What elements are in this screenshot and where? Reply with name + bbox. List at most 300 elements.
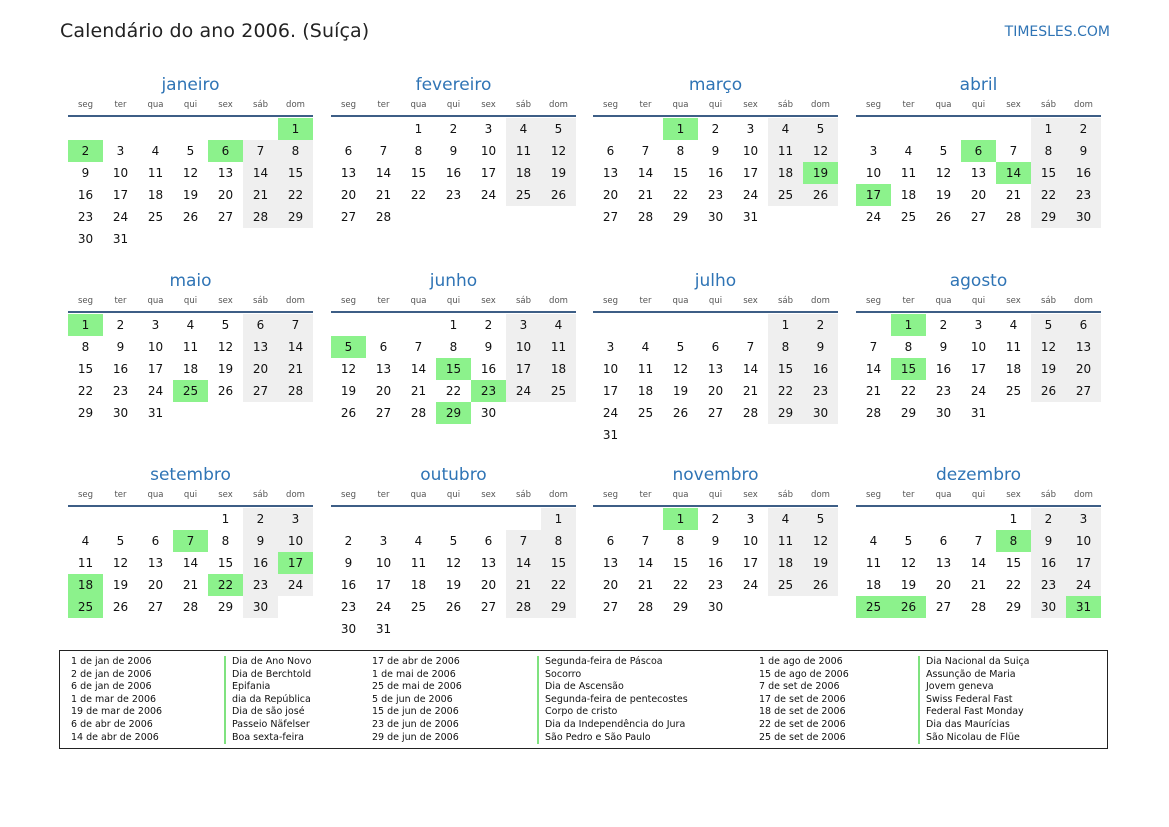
holiday-day-cell: 29 [436, 402, 471, 424]
weekday-header [68, 295, 313, 308]
day-cell: 6 [151, 534, 160, 548]
legend-date: 15 de jun de 2006 [372, 706, 459, 718]
day-cell: 13 [480, 556, 497, 570]
day-cell: 23 [112, 384, 129, 398]
day-grid [68, 314, 313, 424]
legend-date: 22 de set de 2006 [759, 718, 846, 730]
weekday-label: sáb [777, 296, 794, 306]
day-cell: 17 [112, 188, 129, 202]
holiday-day-cell: 17 [856, 184, 891, 206]
legend-date-column [372, 656, 462, 744]
weekday-label: qui [708, 100, 723, 110]
day-cell: 11 [410, 556, 427, 570]
day-cell: 30 [77, 232, 94, 246]
day-cell: 17 [480, 166, 497, 180]
day-cell: 8 [676, 144, 685, 158]
day-cell: 5 [449, 534, 458, 548]
day-cell: 28 [637, 210, 654, 224]
month-name: abril [959, 75, 998, 95]
day-cell: 10 [1066, 530, 1101, 552]
day-cell: 28 [243, 206, 278, 228]
weekday-label: dom [1074, 490, 1093, 500]
legend-holiday-name: São Nicolau de Flüe [918, 732, 1030, 745]
day-cell: 23 [77, 210, 94, 224]
empty-cell [733, 314, 768, 336]
empty-cell [68, 118, 103, 140]
holiday-day-cell: 8 [996, 530, 1031, 552]
day-cell: 15 [278, 162, 313, 184]
weekday-label: ter [377, 490, 390, 500]
day-cell: 11 [1005, 340, 1022, 354]
day-cell: 12 [900, 556, 917, 570]
empty-cell [628, 118, 663, 140]
header-divider [593, 311, 838, 313]
weekday-label: sáb [515, 100, 532, 110]
day-cell: 28 [742, 406, 759, 420]
day-cell: 16 [803, 358, 838, 380]
legend-date: 1 de jan de 2006 [71, 656, 152, 667]
day-cell: 12 [217, 340, 234, 354]
legend-date: 5 de jun de 2006 [372, 693, 453, 705]
day-cell: 21 [637, 578, 654, 592]
weekday-label: qua [935, 490, 952, 500]
day-cell: 27 [480, 600, 497, 614]
legend-holiday-name: Segunda-feira de pentecostes [537, 694, 688, 707]
day-cell: 22 [77, 384, 94, 398]
day-cell: 12 [340, 362, 357, 376]
weekday-header [856, 99, 1101, 112]
weekday-label: seg [602, 100, 619, 110]
day-cell: 1 [221, 512, 230, 526]
day-cell: 6 [606, 534, 615, 548]
day-cell: 2 [1066, 118, 1101, 140]
weekday-label: sáb [1040, 100, 1057, 110]
legend-date: 6 de jan de 2006 [71, 681, 152, 693]
day-cell: 21 [243, 184, 278, 206]
day-cell: 20 [1066, 358, 1101, 380]
weekday-label: seg [865, 296, 882, 306]
month-name: outubro [420, 465, 487, 485]
month-name: fevereiro [415, 75, 492, 95]
day-cell: 18 [768, 162, 803, 184]
holiday-day-cell: 6 [208, 140, 243, 162]
day-cell: 16 [935, 362, 952, 376]
day-cell: 20 [217, 188, 234, 202]
weekday-label: qua [410, 296, 427, 306]
day-cell: 11 [147, 166, 164, 180]
day-cell: 18 [768, 552, 803, 574]
weekday-label: sex [218, 100, 233, 110]
day-cell: 1 [541, 508, 576, 530]
page-title: Calendário do ano 2006. (Suíça) [60, 20, 370, 42]
empty-cell [173, 118, 208, 140]
day-cell: 11 [768, 140, 803, 162]
header-divider [593, 505, 838, 507]
legend-name-column [918, 656, 1030, 744]
weekday-label: dom [1074, 296, 1093, 306]
day-cell: 3 [484, 122, 493, 136]
month-setembro [68, 464, 313, 618]
weekday-header [68, 489, 313, 502]
day-cell: 15 [1031, 162, 1066, 184]
day-cell: 12 [935, 166, 952, 180]
weekday-label: qui [183, 296, 198, 306]
weekday-label: seg [340, 296, 357, 306]
day-cell: 14 [375, 166, 392, 180]
day-cell: 10 [147, 340, 164, 354]
weekday-label: dom [286, 490, 305, 500]
day-cell: 15 [768, 358, 803, 380]
month-março [593, 74, 838, 228]
header-divider [856, 311, 1101, 313]
weekday-label: qui [446, 296, 461, 306]
weekday-label: qui [971, 296, 986, 306]
day-cell: 30 [1031, 596, 1066, 618]
month-name: junho [429, 271, 478, 291]
legend-date-column [759, 656, 849, 744]
day-cell: 31 [742, 210, 759, 224]
day-cell: 22 [672, 578, 689, 592]
weekday-label: qua [147, 100, 164, 110]
legend-date: 19 de mar de 2006 [71, 706, 163, 718]
day-cell: 11 [506, 140, 541, 162]
day-cell: 10 [602, 362, 619, 376]
day-cell: 26 [445, 600, 462, 614]
day-cell: 31 [970, 406, 987, 420]
weekday-label: qua [672, 296, 689, 306]
day-cell: 11 [541, 336, 576, 358]
legend-date: 23 de jun de 2006 [372, 718, 459, 730]
day-cell: 25 [147, 210, 164, 224]
month-name: novembro [672, 465, 759, 485]
day-cell: 14 [742, 362, 759, 376]
day-cell: 20 [480, 578, 497, 592]
weekday-label: sex [481, 296, 496, 306]
holiday-day-cell: 15 [891, 358, 926, 380]
day-cell: 18 [410, 578, 427, 592]
holiday-day-cell: 18 [68, 574, 103, 596]
weekday-header [331, 295, 576, 308]
holiday-day-cell: 17 [278, 552, 313, 574]
legend-holiday-name: Corpo de cristo [537, 706, 688, 719]
day-cell: 7 [746, 340, 755, 354]
day-cell: 20 [340, 188, 357, 202]
weekday-label: sex [481, 100, 496, 110]
day-cell: 27 [217, 210, 234, 224]
day-grid [68, 118, 313, 250]
weekday-label: qui [446, 100, 461, 110]
day-cell: 25 [900, 210, 917, 224]
day-grid [331, 314, 576, 424]
day-cell: 26 [803, 184, 838, 206]
day-cell: 6 [379, 340, 388, 354]
day-cell: 27 [147, 600, 164, 614]
day-cell: 18 [865, 578, 882, 592]
empty-cell [628, 508, 663, 530]
legend-holiday-name: Swiss Federal Fast [918, 694, 1030, 707]
empty-cell [663, 314, 698, 336]
month-dezembro [856, 464, 1101, 618]
holiday-day-cell: 1 [663, 118, 698, 140]
day-cell: 16 [445, 166, 462, 180]
holiday-day-cell: 15 [436, 358, 471, 380]
day-cell: 20 [935, 578, 952, 592]
day-cell: 15 [77, 362, 94, 376]
day-cell: 11 [768, 530, 803, 552]
day-cell: 22 [1005, 578, 1022, 592]
header-divider [331, 115, 576, 117]
empty-cell [436, 508, 471, 530]
day-cell: 15 [1005, 556, 1022, 570]
day-cell: 30 [707, 210, 724, 224]
weekday-label: sáb [252, 100, 269, 110]
empty-cell [103, 508, 138, 530]
day-cell: 19 [672, 384, 689, 398]
day-cell: 13 [602, 166, 619, 180]
day-cell: 9 [1066, 140, 1101, 162]
day-cell: 2 [344, 534, 353, 548]
day-cell: 3 [1066, 508, 1101, 530]
day-cell: 26 [112, 600, 129, 614]
weekday-label: qui [971, 490, 986, 500]
month-agosto [856, 270, 1101, 424]
day-cell: 25 [506, 184, 541, 206]
day-cell: 12 [672, 362, 689, 376]
day-cell: 27 [375, 406, 392, 420]
weekday-label: sex [1006, 490, 1021, 500]
day-cell: 7 [379, 144, 388, 158]
weekday-label: qui [708, 296, 723, 306]
weekday-label: qui [708, 490, 723, 500]
empty-cell [243, 118, 278, 140]
header-divider [331, 505, 576, 507]
day-cell: 6 [1066, 314, 1101, 336]
weekday-label: sex [218, 296, 233, 306]
day-cell: 24 [970, 384, 987, 398]
day-cell: 9 [344, 556, 353, 570]
legend-holiday-name: Epifania [224, 681, 311, 694]
holiday-day-cell: 25 [173, 380, 208, 402]
day-cell: 19 [541, 162, 576, 184]
day-cell: 17 [147, 362, 164, 376]
day-cell: 23 [243, 574, 278, 596]
day-cell: 21 [970, 578, 987, 592]
day-cell: 21 [1005, 188, 1022, 202]
weekday-label: dom [286, 296, 305, 306]
day-cell: 28 [182, 600, 199, 614]
day-cell: 8 [676, 534, 685, 548]
day-cell: 21 [182, 578, 199, 592]
weekday-header [593, 295, 838, 308]
day-cell: 6 [606, 144, 615, 158]
day-cell: 5 [803, 508, 838, 530]
day-cell: 28 [637, 600, 654, 614]
day-cell: 29 [1005, 600, 1022, 614]
day-cell: 3 [379, 534, 388, 548]
day-cell: 23 [707, 188, 724, 202]
day-cell: 6 [344, 144, 353, 158]
legend-holiday-name: Passeio Näfelser [224, 719, 311, 732]
legend-holiday-name: Socorro [537, 669, 688, 682]
empty-cell [856, 508, 891, 530]
day-cell: 1 [449, 318, 458, 332]
month-maio [68, 270, 313, 424]
weekday-label: qui [971, 100, 986, 110]
day-cell: 30 [340, 622, 357, 636]
day-cell: 4 [414, 534, 423, 548]
day-cell: 10 [865, 166, 882, 180]
day-cell: 17 [742, 556, 759, 570]
day-cell: 11 [900, 166, 917, 180]
weekday-label: seg [865, 100, 882, 110]
day-cell: 23 [803, 380, 838, 402]
day-cell: 14 [637, 166, 654, 180]
day-cell: 17 [742, 166, 759, 180]
day-cell: 7 [869, 340, 878, 354]
weekday-label: sáb [515, 490, 532, 500]
header-divider [331, 311, 576, 313]
day-cell: 2 [939, 318, 948, 332]
weekday-label: dom [1074, 100, 1093, 110]
day-cell: 25 [541, 380, 576, 402]
legend-date: 25 de set de 2006 [759, 731, 846, 743]
day-cell: 27 [602, 210, 619, 224]
empty-cell [926, 508, 961, 530]
empty-cell [331, 508, 366, 530]
weekday-label: qui [183, 100, 198, 110]
weekday-label: sáb [1040, 296, 1057, 306]
day-cell: 28 [375, 210, 392, 224]
weekday-label: dom [549, 490, 568, 500]
day-cell: 19 [803, 552, 838, 574]
day-grid [856, 118, 1101, 228]
weekday-label: sex [743, 296, 758, 306]
empty-cell [331, 314, 366, 336]
empty-cell [891, 118, 926, 140]
day-cell: 7 [641, 144, 650, 158]
day-cell: 8 [81, 340, 90, 354]
day-cell: 20 [243, 358, 278, 380]
empty-cell [401, 508, 436, 530]
legend-date: 15 de ago de 2006 [759, 668, 849, 680]
day-cell: 10 [112, 166, 129, 180]
day-cell: 10 [506, 336, 541, 358]
day-cell: 28 [278, 380, 313, 402]
day-cell: 24 [278, 574, 313, 596]
month-julho [593, 270, 838, 446]
empty-cell [471, 508, 506, 530]
day-cell: 22 [900, 384, 917, 398]
day-cell: 5 [803, 118, 838, 140]
month-fevereiro [331, 74, 576, 228]
empty-cell [891, 508, 926, 530]
site-link[interactable]: TIMESLES.COM [1004, 24, 1110, 40]
day-cell: 28 [865, 406, 882, 420]
legend-holiday-name: Assunção de Maria [918, 669, 1030, 682]
day-cell: 11 [865, 556, 882, 570]
day-cell: 19 [1031, 358, 1066, 380]
day-cell: 18 [900, 188, 917, 202]
day-cell: 20 [147, 578, 164, 592]
legend-date: 14 de abr de 2006 [71, 731, 159, 743]
day-cell: 22 [541, 574, 576, 596]
holiday-day-cell: 25 [68, 596, 103, 618]
holiday-day-cell: 22 [208, 574, 243, 596]
empty-cell [366, 118, 401, 140]
day-cell: 18 [1005, 362, 1022, 376]
weekday-header [593, 99, 838, 112]
day-cell: 4 [768, 118, 803, 140]
day-cell: 1 [1009, 512, 1018, 526]
legend-holiday-name: Dia de Ascensão [537, 681, 688, 694]
day-cell: 4 [81, 534, 90, 548]
day-cell: 20 [602, 578, 619, 592]
day-cell: 28 [1005, 210, 1022, 224]
day-cell: 10 [742, 534, 759, 548]
day-cell: 12 [803, 140, 838, 162]
empty-cell [138, 508, 173, 530]
day-cell: 14 [970, 556, 987, 570]
weekday-header [68, 99, 313, 112]
day-cell: 12 [1031, 336, 1066, 358]
day-cell: 4 [768, 508, 803, 530]
day-cell: 16 [707, 556, 724, 570]
day-cell: 7 [1009, 144, 1018, 158]
weekday-label: qui [446, 490, 461, 500]
day-cell: 18 [506, 162, 541, 184]
day-cell: 27 [970, 210, 987, 224]
day-cell: 23 [1031, 574, 1066, 596]
legend-holiday-name: Dia das Maurícias [918, 719, 1030, 732]
day-cell: 11 [182, 340, 199, 354]
legend-date: 1 de mai de 2006 [372, 668, 456, 680]
day-cell: 27 [1066, 380, 1101, 402]
weekday-label: sáb [252, 490, 269, 500]
holiday-day-cell: 25 [856, 596, 891, 618]
day-cell: 14 [506, 552, 541, 574]
day-cell: 24 [865, 210, 882, 224]
empty-cell [628, 314, 663, 336]
weekday-label: sex [1006, 296, 1021, 306]
day-cell: 29 [900, 406, 917, 420]
legend-date: 6 de abr de 2006 [71, 718, 153, 730]
weekday-label: qua [410, 100, 427, 110]
day-cell: 3 [974, 318, 983, 332]
day-cell: 28 [410, 406, 427, 420]
legend-date: 18 de set de 2006 [759, 706, 846, 718]
weekday-label: seg [865, 490, 882, 500]
month-janeiro [68, 74, 313, 250]
weekday-label: qua [672, 490, 689, 500]
weekday-label: dom [811, 490, 830, 500]
day-cell: 21 [506, 574, 541, 596]
holiday-day-cell: 5 [331, 336, 366, 358]
day-cell: 24 [1066, 574, 1101, 596]
day-cell: 2 [711, 512, 720, 526]
day-cell: 13 [243, 336, 278, 358]
day-cell: 4 [869, 534, 878, 548]
day-cell: 24 [506, 380, 541, 402]
day-cell: 8 [278, 140, 313, 162]
day-cell: 6 [711, 340, 720, 354]
legend-date: 2 de jan de 2006 [71, 668, 152, 680]
legend-holiday-name: São Pedro e São Paulo [537, 732, 688, 745]
day-cell: 14 [278, 336, 313, 358]
day-cell: 8 [541, 530, 576, 552]
weekday-header [331, 99, 576, 112]
day-cell: 3 [506, 314, 541, 336]
day-cell: 17 [375, 578, 392, 592]
